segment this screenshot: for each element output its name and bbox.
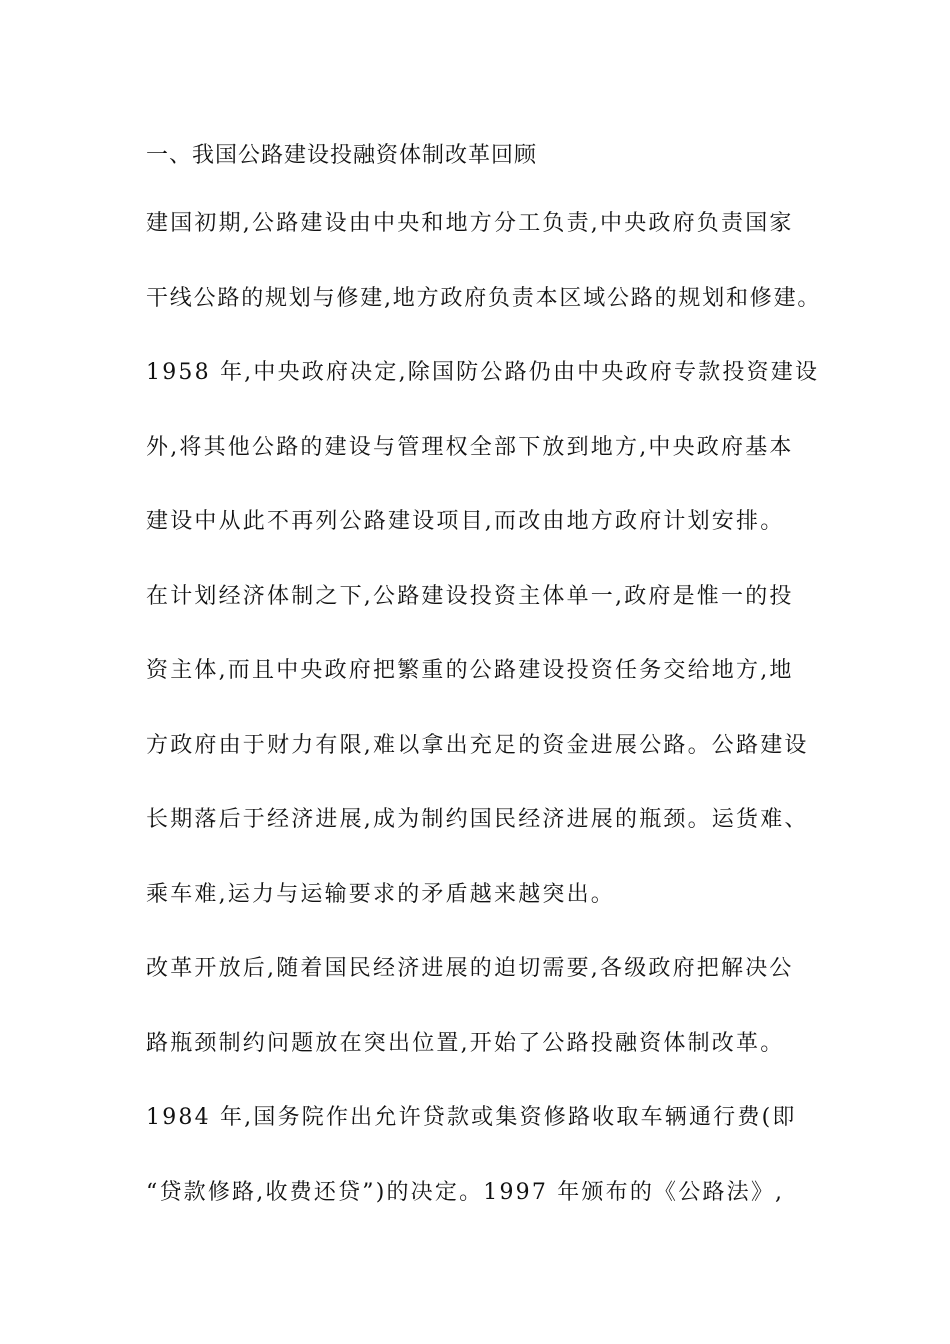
text-line: 乘车难,运力与运输要求的矛盾越来越突出。 bbox=[146, 881, 615, 907]
text-line: 1984 年,国务院作出允许贷款或集资修路收取车辆通行费(即 bbox=[146, 1105, 797, 1130]
body-text bbox=[146, 209, 826, 1252]
section-heading: 一、我国公路建设投融资体制改革回顾 bbox=[146, 143, 538, 168]
text-line: “贷款修路,收费还贷”)的决定。1997 年颁布的《公路法》, bbox=[146, 1179, 785, 1205]
text-line: 改革开放后,随着国民经济进展的迫切需要,各级政府把解决公 bbox=[146, 956, 794, 981]
text-line: 方政府由于财力有限,难以拿出充足的资金进展公路。公路建设 bbox=[146, 732, 809, 758]
text-line: 长期落后于经济进展,成为制约国民经济进展的瓶颈。运货难、 bbox=[146, 807, 809, 832]
text-line: 建设中从此不再列公路建设项目,而改由地方政府计划安排。 bbox=[146, 509, 785, 534]
text-line: 建国初期,公路建设由中央和地方分工负责,中央政府负责国家 bbox=[146, 211, 794, 236]
text-line: 外,将其他公路的建设与管理权全部下放到地方,中央政府基本 bbox=[146, 434, 794, 460]
text-line: 1958 年,中央政府决定,除国防公路仍由中央政府专款投资建设 bbox=[146, 360, 820, 385]
text-line: 路瓶颈制约问题放在突出位置,开始了公路投融资体制改革。 bbox=[146, 1030, 785, 1056]
text-line: 干线公路的规划与修建,地方政府负责本区域公路的规划和修建。 bbox=[146, 285, 822, 311]
text-line: 在计划经济体制之下,公路建设投资主体单一,政府是惟一的投 bbox=[146, 583, 794, 609]
text-line: 资主体,而且中央政府把繁重的公路建设投资任务交给地方,地 bbox=[146, 658, 794, 683]
